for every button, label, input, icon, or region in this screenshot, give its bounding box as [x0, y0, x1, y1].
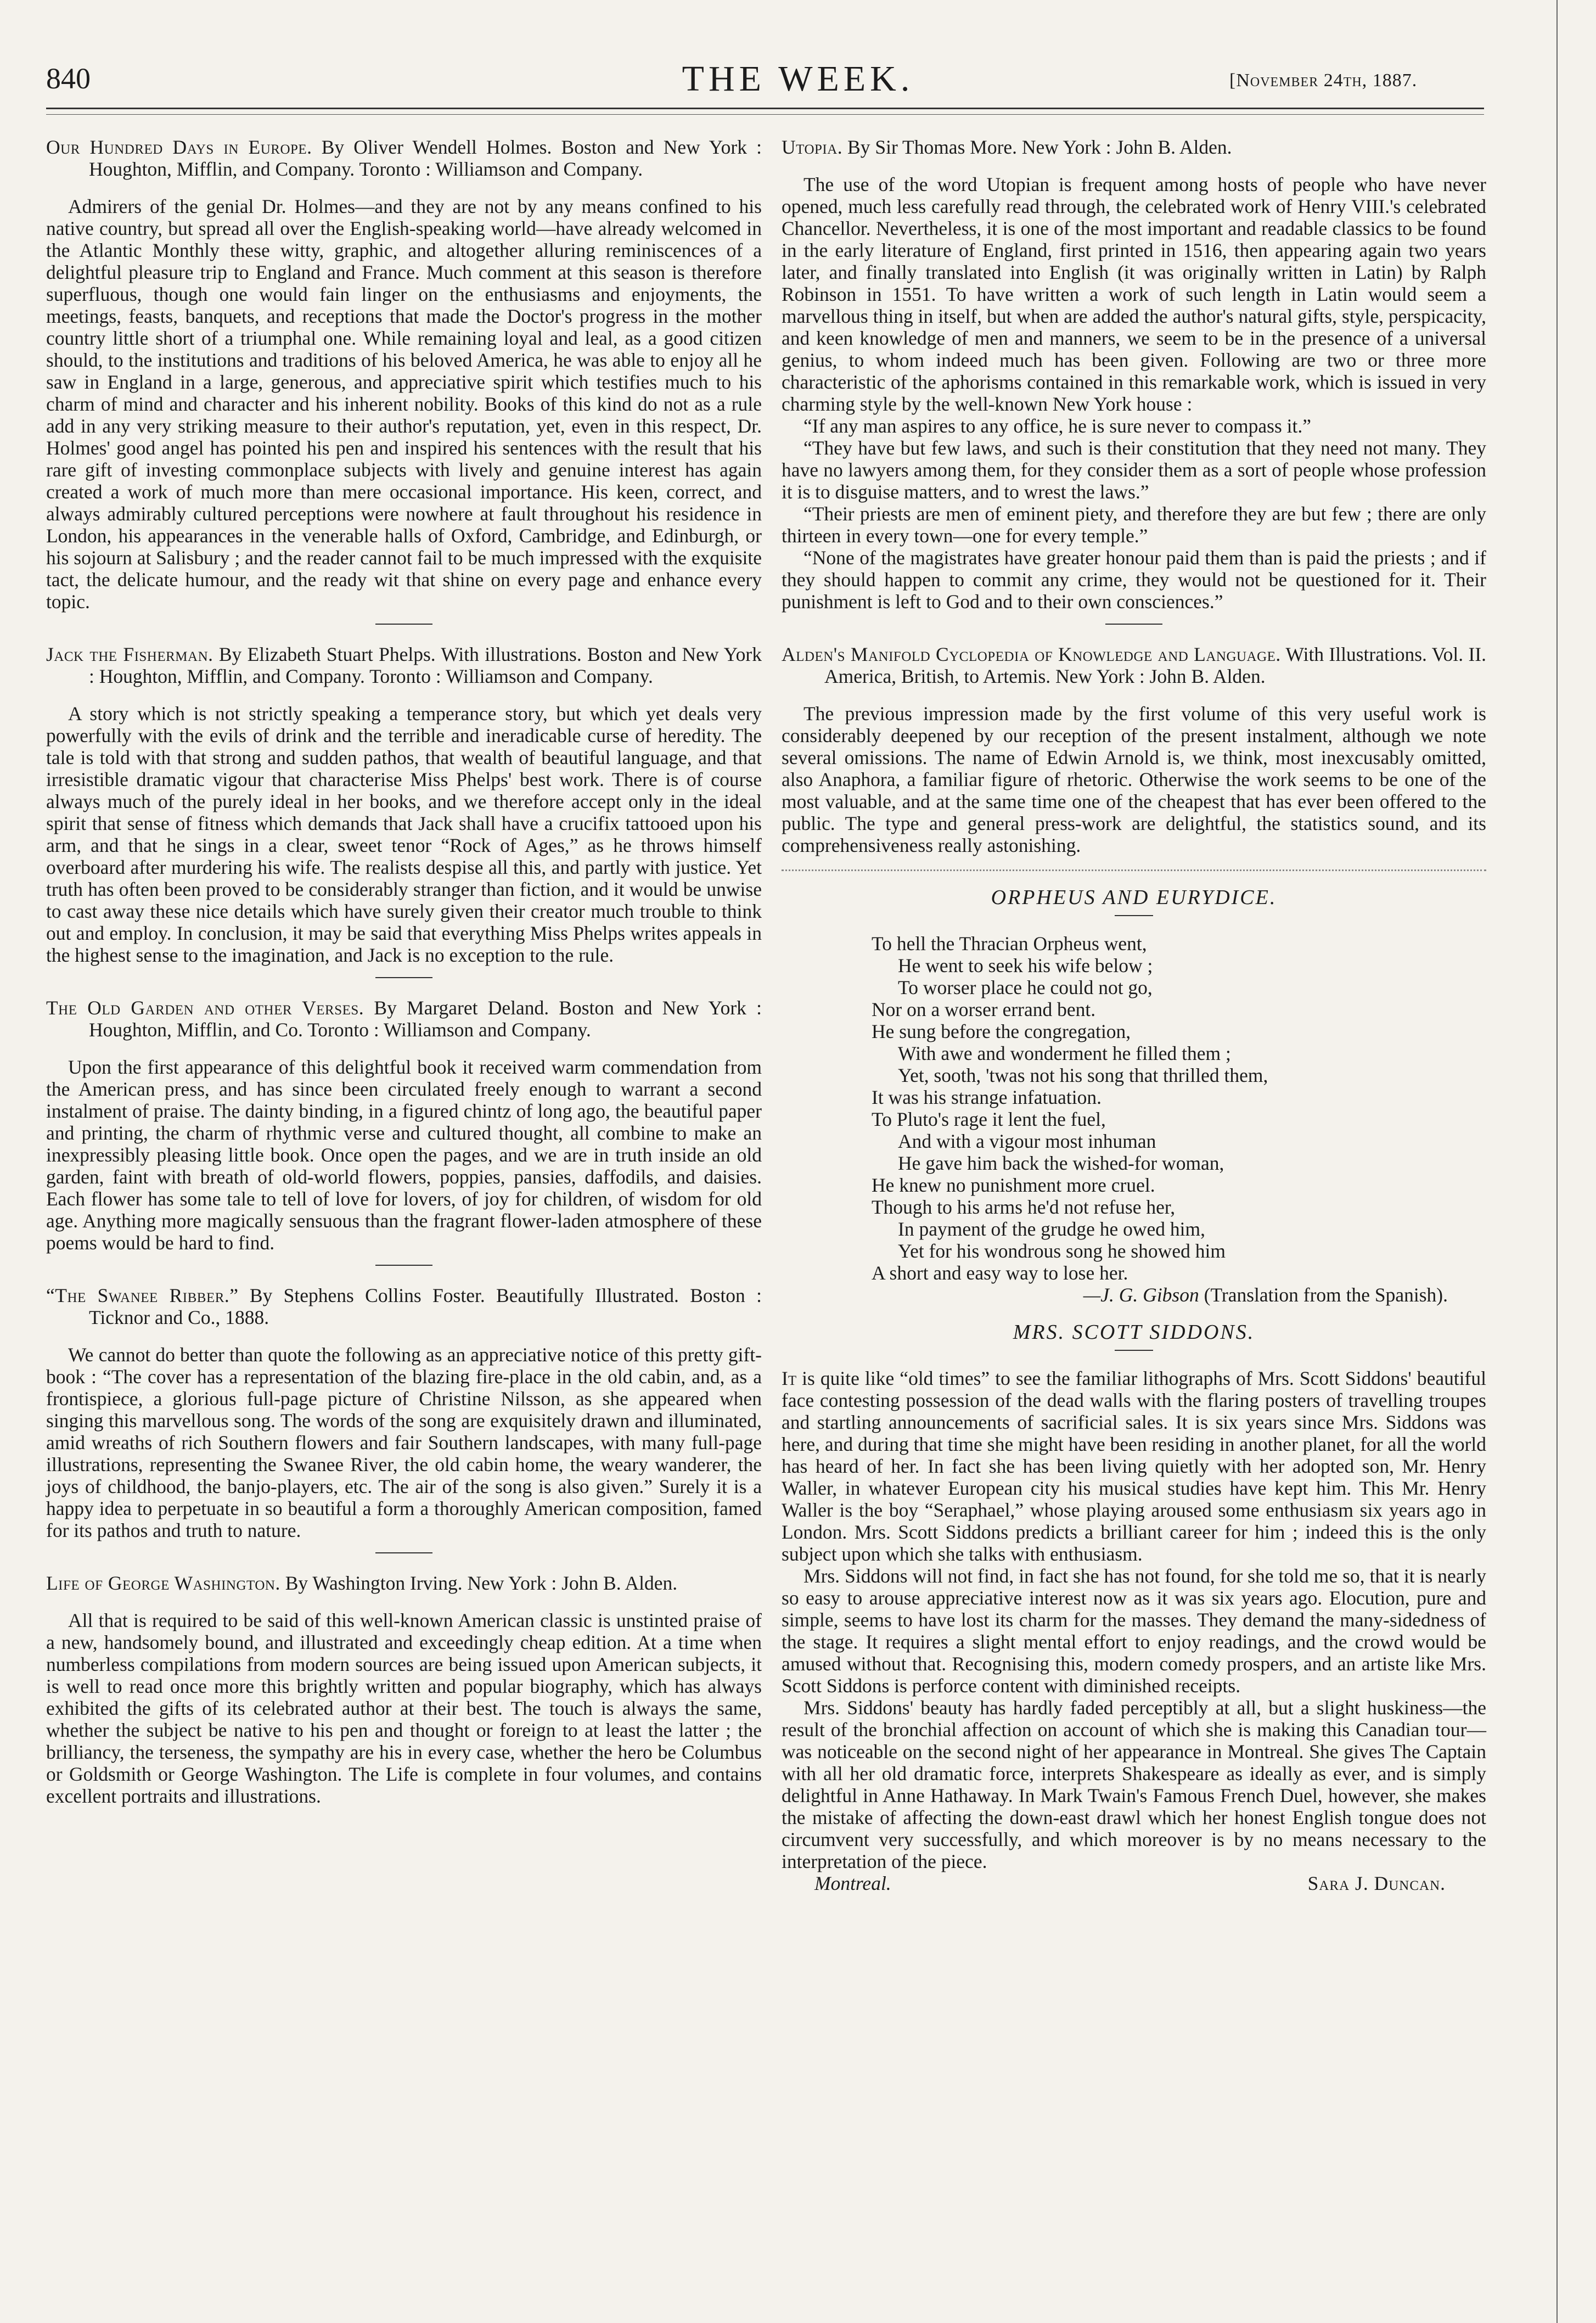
review-paragraph: The previous impression made by the first volume of this very useful work is considerably deepened by our reception of the present instalment, although we note several omissions. The name of Edwin Arnold is, we think, most inexcusably omitted, also Anaphora, a familiar figure of rhetoric. Otherwise the work seems to be one of the most valuable, and at the same time one of the cheapest that has ever been offered to the public. The type and general press-work are delightful, the statistics sound, and its comprehensiveness really astonishing. — [782, 703, 1486, 856]
poem-line: With awe and wonderment he filled them ; — [898, 1042, 1231, 1064]
review-heading — [46, 997, 762, 1041]
review-book-title: The Old Garden and other Verses. — [46, 997, 364, 1019]
review-book-title: Our Hundred Days in Europe. — [46, 136, 312, 158]
review-heading — [46, 136, 762, 180]
review-quote: “None of the magistrates have greater honour paid them than is paid the priests ; and if they should happen to commit any crime, they would not be questioned for it. Their punishment is left to God and to their own consciences.” — [782, 547, 1486, 613]
review-paragraph: All that is required to be said of this well-known American classic is unstinted praise of a new, handsomely bound, and illustrated and exceedingly cheap edition. At a time when numberless compilations from modern sources are being issued upon American subjects, it is well to read once more this brightly written and popular biography, which has always exhibited the gifts of its celebrated author at their best. The touch is always the same, whether the subject be native to his pen and thought or foreign to at least the latter ; the brilliancy, the terseness, the sympathy are his in every case, whether the hero be Columbus or Goldsmith or George Washington. The Life is complete in four volumes, and contains excellent portraits and illustrations. — [46, 1609, 762, 1807]
dateline-place: Montreal. — [814, 1872, 891, 1894]
author-signature: Sara J. Duncan. — [1307, 1872, 1446, 1894]
article-paragraph — [782, 1367, 1486, 1565]
article-siddons — [782, 1320, 1486, 1894]
issue-date: [November 24th, 1887. — [1229, 70, 1418, 91]
review-heading — [46, 1284, 762, 1328]
masthead-title: THE WEEK. — [682, 59, 914, 99]
review-body — [46, 1609, 762, 1807]
poem-translation-note: (Translation from the Spanish). — [1199, 1284, 1448, 1306]
poem-line: Nor on a worser errand bent. — [872, 998, 1096, 1020]
poem-line: It was his strange infatuation. — [872, 1086, 1102, 1108]
review-paragraph: Upon the first appearance of this delightful book it received warm commendation from the American press, and has since been circulated freely enough to warrant a second instalment of praise. The dainty binding, in a figured chintz of long ago, the beautiful paper and printing, the charm of rhythmic verse and cultured thought, all combine to make an inexpressibly pleasing little book. Once open the pages, and we are in truth inside an old garden, faint with breath of old-world flowers, poppies, pansies, daffodils, and daisies. Each flower has some tale to tell of love for lovers, of joy for children, of wisdom for old age. Anything more magically sensuous than the fragrant flower-laden atmosphere of these poems would be hard to find. — [46, 1056, 762, 1254]
poem-line: A short and easy way to lose her. — [872, 1262, 1128, 1284]
poem-line: And with a vigour most inhuman — [898, 1130, 1156, 1152]
review-book-title: Jack the Fisherman. — [46, 643, 213, 665]
section-divider — [375, 1265, 432, 1266]
review-paragraph: We cannot do better than quote the following as an appreciative notice of this pretty gift-book : “The cover has a representation of the blazing fire-place in the old cabin, and, as a frontispiece, a glorious full-page picture of Christine Nilsson, as she appeared when singing this marvellous song. The words of the song are exquisitely drawn and illuminated, amid wreaths of rich Southern flowers and fair Southern landscapes, with many full-page illustrations, representing the Swanee River, the old cabin home, the weary wanderer, the joys of childhood, the banjo-players, etc. The air of the song is also given.” Surely it is a happy idea to perpetuate in so beautiful a form a thoroughly American composition, famed for its pathos and truth to nature. — [46, 1344, 762, 1541]
review-jack-fisherman — [46, 643, 762, 966]
poem-line: Though to his arms he'd not refuse her, — [872, 1196, 1176, 1218]
review-cyclopedia — [782, 643, 1486, 856]
review-publisher: By Stephens Collins Foster. Beautifully Illustrated. Boston : Ticknor and Co., 1888. — [89, 1284, 762, 1328]
review-book-title: “The Swanee Ribber.” — [46, 1284, 239, 1306]
review-paragraph: Admirers of the genial Dr. Holmes—and they are not by any means confined to his native country, but spread all over the English-speaking world—have already welcomed in the Atlantic Monthly these witty, graphic, and altogether alluring reminiscences of a delightful pleasure trip to England and France. Much comment at this season is therefore superfluous, though one would fain linger on the enthusiasms and enjoyments, the meetings, feasts, banquets, and receptions that made the Doctor's progress in the mother country little short of a triumphal one. While remaining loyal and leal, as a good citizen should, to the institutions and traditions of his beloved America, he was able to enjoy all he saw in England in a large, generous, and appreciative spirit which testifies much to his charm of mind and character and his inherent nobility. Books of this kind do not as a rule add in any very striking measure to their author's reputation, yet, even in this respect, Dr. Holmes' good angel has pointed his pen and inspired his sentences with the result that his rare gift of investing commonplace subjects with lively and genuine interest has again created a work of much more than mere occasional importance. His keen, correct, and always admirably cultured perceptions were nowhere at fault throughout his residence in London, his appearances in the venerable halls of Oxford, Cambridge, and Edinburgh, or his sojourn at Salisbury ; and the reader cannot fail to be much impressed with the exquisite tact, the delicate humour, and the ready wit that shine on every page and enhance every topic. — [46, 195, 762, 613]
poem-line: He went to seek his wife below ; — [898, 955, 1153, 977]
poem-line: In payment of the grudge he owed him, — [898, 1218, 1205, 1240]
review-quote: “They have but few laws, and such is their constitution that they need not many. They have no lawyers among them, for they consider them as a sort of people whose profession it is to disguise matters, and to wrest the laws.” — [782, 437, 1486, 503]
article-title: MRS. SCOTT SIDDONS. — [1013, 1321, 1255, 1344]
review-hundred-days — [46, 136, 762, 613]
poem-title: ORPHEUS AND EURYDICE. — [991, 886, 1277, 909]
review-publisher: By Margaret Deland. Boston and New York : Houghton, Mifflin, and Co. Toronto : Williamson and Company. — [89, 997, 762, 1041]
review-body — [46, 1344, 762, 1541]
review-paragraph: The use of the word Utopian is frequent among hosts of people who have never opened, much less carefully read through, the celebrated work of Henry VIII.'s celebrated Chancellor. Nevertheless, it is one of the most important and readable classics to be found in the early literature of England, first printed in 1516, then appearing again two years later, and finally translated into English (it was originally written in Latin) by Ralph Robinson in 1551. To have written a work of such length in Latin would seem a marvellous thing in itself, but when are added the author's natural gifts, style, perspicacity, and keen knowledge of men and manners, we seem to be in the presence of a universal genius, to whom indeed much has been given. Following are two or three more characteristic of the aphorisms contained in this remarkable work, which is issued in very charming style by the well-known New York house : — [782, 173, 1486, 415]
review-body — [46, 703, 762, 966]
poem-line: Yet for his wondrous song he showed him — [898, 1240, 1226, 1262]
dotted-rule — [782, 869, 1486, 871]
title-divider — [1115, 915, 1153, 916]
page-number: 840 — [46, 62, 91, 95]
section-divider — [375, 1552, 432, 1553]
poem-author: —J. G. Gibson — [1083, 1284, 1199, 1306]
poem-line: He sung before the congregation, — [872, 1020, 1131, 1042]
section-divider — [375, 624, 432, 625]
review-heading — [46, 643, 762, 687]
section-divider — [1105, 624, 1162, 625]
review-body — [46, 1056, 762, 1254]
review-quote: “Their priests are men of eminent piety, and therefore they are but few ; there are only thirteen in every town—one for every temple.” — [782, 503, 1486, 547]
review-book-title: Alden's Manifold Cyclopedia of Knowledge and Language. — [782, 643, 1281, 665]
article-paragraph: Mrs. Siddons will not find, in fact she has not found, for she told me so, that it is nearly so easy to arouse appreciative interest now as it was six years ago. Elocution, pure and simple, seems to have lost its charm for the masses. They demand the many-sidedness of the stage. It requires a slight mental effort to enjoy readings, and the crowd would be amused without that. Recognising this, modern comedy prospers, and an artiste like Mrs. Scott Siddons is perforce content with diminished receipts. — [782, 1565, 1486, 1697]
review-swanee-ribber — [46, 1284, 762, 1541]
poem-attribution — [782, 1284, 1486, 1306]
page-edge — [1556, 0, 1558, 2323]
poem-line: He gave him back the wished-for woman, — [898, 1152, 1224, 1174]
review-publisher: By Washington Irving. New York : John B. Alden. — [285, 1572, 678, 1594]
section-divider — [375, 977, 432, 978]
header-rule-thin — [46, 114, 1484, 115]
article-text: is quite like “old times” to see the familiar lithographs of Mrs. Scott Siddons' beautiful face contesting possession of the dead walls with the flaring posters of travelling troupes and startling announcements of sacrificial sales. It is six years since Mrs. Siddons was here, and during that time she might have been residing in another planet, for all the world has heard of her. In fact she has been living quietly with her adopted son, Mr. Henry Waller, in whatever European city his musical studies have kept him. This Mr. Henry Waller is the boy “Seraphael,” whose playing aroused some enthusiasm six years ago in London. Mrs. Scott Siddons predicts a brilliant career for him ; indeed this is the only subject upon which she talks with enthusiasm. — [782, 1367, 1486, 1565]
poem-line: Yet, sooth, 'twas not his song that thrilled them, — [898, 1064, 1268, 1086]
review-george-washington — [46, 1572, 762, 1807]
article-lead: It — [782, 1367, 797, 1389]
poem-line: To worser place he could not go, — [898, 977, 1153, 998]
review-utopia — [782, 136, 1486, 613]
review-publisher: By Elizabeth Stuart Phelps. With illustrations. Boston and New York : Houghton, Mifflin, and Company. Toronto : Williamson and Company. — [89, 643, 762, 687]
article-signature — [782, 1872, 1486, 1894]
review-body — [46, 195, 762, 613]
review-publisher: With Illustrations. Vol. II. America, British, to Artemis. New York : John B. Alden. — [824, 643, 1487, 687]
review-paragraph: A story which is not strictly speaking a temperance story, but which yet deals very powerfully with the evils of drink and the terrible and ineradicable curse of heredity. The tale is told with that strong and sudden pathos, that wealth of beautiful language, and that irresistible dramatic vigour that characterise Miss Phelps' best work. There is of course always much of the purely ideal in her books, and we therefore accept only in the ideal spirit that sense of fitness which demands that Jack shall have a crucifix tattooed upon his arm, and that he sings in a clear, sweet tenor “Rock of Ages,” as he throws himself overboard after murdering his wife. The realists despise all this, and partly with justice. Yet truth has often been proved to be considerably stranger than fiction, and it would be unwise to cast away these nice details which have surely given their creator much trouble to think out and employ. In conclusion, it may be said that everything Miss Phelps writes appeals in the highest sense to the imagination, and Jack is no exception to the rule. — [46, 703, 762, 966]
review-publisher: By Oliver Wendell Holmes. Boston and New York : Houghton, Mifflin, and Company. Toronto : Williamson and Company. — [89, 136, 762, 180]
review-body — [782, 173, 1486, 613]
header-rule — [46, 108, 1484, 109]
review-old-garden — [46, 997, 762, 1254]
poem-line: He knew no punishment more cruel. — [872, 1174, 1155, 1196]
review-body — [782, 703, 1486, 856]
review-book-title: Life of George Washington. — [46, 1572, 280, 1594]
poem-body — [872, 933, 1486, 1284]
review-quote: “If any man aspires to any office, he is sure never to compass it.” — [803, 415, 1311, 437]
right-column — [782, 136, 1486, 1894]
title-divider — [1115, 1350, 1153, 1351]
poem-section — [782, 885, 1486, 1306]
review-book-title: Utopia. — [782, 136, 843, 158]
article-paragraph: Mrs. Siddons' beauty has hardly faded perceptibly at all, but a slight huskiness—the result of the bronchial affection on account of which she is making this Canadian tour—was noticeable on the second night of her appearance in Montreal. She gives The Captain with all her old dramatic force, interprets Shakespeare as ideally as ever, and is simply delightful in Anne Hathaway. In Mark Twain's Famous French Duel, however, she makes the mistake of affecting the down-east drawl which her honest English tongue does not circumvent very successfully, and which moreover is by no means necessary to the interpretation of the piece. — [782, 1697, 1486, 1872]
poem-line: To hell the Thracian Orpheus went, — [872, 933, 1147, 955]
left-column — [46, 136, 762, 1807]
review-heading — [782, 643, 1486, 687]
review-heading — [782, 136, 1486, 158]
review-heading — [46, 1572, 762, 1594]
poem-line: To Pluto's rage it lent the fuel, — [872, 1108, 1106, 1130]
review-publisher: By Sir Thomas More. New York : John B. Alden. — [847, 136, 1232, 158]
